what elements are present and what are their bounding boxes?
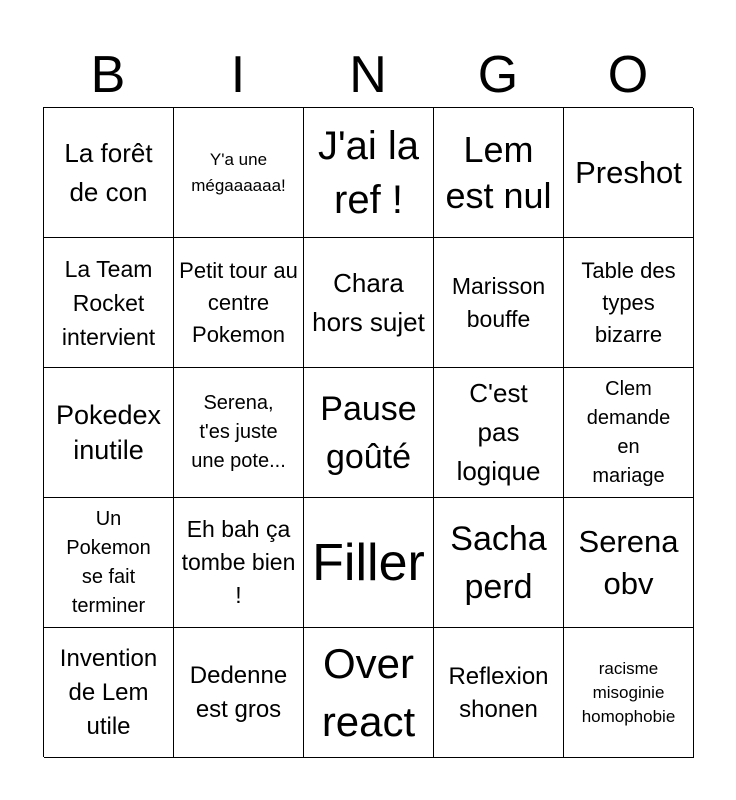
bingo-cell[interactable] xyxy=(564,238,694,368)
bingo-cell[interactable] xyxy=(564,498,694,628)
cell-text: Invention de Lem utile xyxy=(59,644,158,740)
cell-text: Reflexion shonen xyxy=(448,662,549,723)
bingo-header xyxy=(43,44,693,106)
cell-text: Pause goûté xyxy=(320,389,417,476)
cell-text: Y'a une mégaaaaaa! xyxy=(191,149,286,195)
bingo-cell[interactable] xyxy=(174,108,304,238)
bingo-cell[interactable] xyxy=(434,238,564,368)
cell-text: La forêt de con xyxy=(64,137,153,207)
cell-text: Chara hors sujet xyxy=(312,267,425,337)
header-letter-o: O xyxy=(607,46,649,104)
cell-text: Over react xyxy=(321,639,416,745)
bingo-cell[interactable] xyxy=(174,498,304,628)
cell-text: La Team Rocket intervient xyxy=(61,255,156,350)
cell-text: Clem demande en mariage xyxy=(586,377,671,487)
cell-text: Marisson bouffe xyxy=(451,272,546,332)
cell-text: J'ai la ref ! xyxy=(317,123,419,222)
header-letter-g: G xyxy=(477,46,519,104)
cell-text: Eh bah ça tombe bien ! xyxy=(181,516,296,608)
cell-text: C'est pas logique xyxy=(456,378,541,486)
header-letter-n: N xyxy=(349,46,387,104)
bingo-cell[interactable] xyxy=(564,108,694,238)
header-letter-i: I xyxy=(230,46,246,104)
bingo-cell[interactable] xyxy=(304,368,434,498)
bingo-cell[interactable] xyxy=(564,628,694,758)
bingo-cell[interactable] xyxy=(304,628,434,758)
cell-text: Sacha perd xyxy=(450,519,547,606)
bingo-cell[interactable] xyxy=(304,498,434,628)
cell-text: racisme misoginie homophobie xyxy=(581,658,676,726)
bingo-cell[interactable] xyxy=(174,628,304,758)
bingo-cell[interactable] xyxy=(44,368,174,498)
bingo-cell[interactable] xyxy=(434,498,564,628)
bingo-cell[interactable] xyxy=(434,368,564,498)
cell-text: Filler xyxy=(312,533,425,592)
bingo-cell[interactable] xyxy=(44,238,174,368)
cell-text: Lem est nul xyxy=(445,128,552,216)
bingo-cell[interactable] xyxy=(304,238,434,368)
bingo-cell[interactable] xyxy=(44,108,174,238)
bingo-cell[interactable] xyxy=(44,498,174,628)
cell-text: Serena obv xyxy=(578,523,679,601)
cell-text: Un Pokemon se fait terminer xyxy=(66,507,151,617)
header-letter-b: B xyxy=(90,46,126,104)
cell-text: Preshot xyxy=(575,154,682,190)
cell-text: Petit tour au centre Pokemon xyxy=(179,257,298,347)
cell-text: Table des types bizarre xyxy=(581,257,676,347)
bingo-cell[interactable] xyxy=(174,368,304,498)
bingo-grid xyxy=(43,107,693,757)
bingo-cell[interactable] xyxy=(564,368,694,498)
cell-text: Dedenne est gros xyxy=(189,661,288,723)
cell-text: Pokedex inutile xyxy=(55,399,162,465)
bingo-cell[interactable] xyxy=(434,108,564,238)
bingo-cell[interactable] xyxy=(434,628,564,758)
bingo-cell[interactable] xyxy=(174,238,304,368)
cell-text: Serena, t'es juste une pote... xyxy=(191,392,286,472)
bingo-cell[interactable] xyxy=(304,108,434,238)
bingo-cell[interactable] xyxy=(44,628,174,758)
